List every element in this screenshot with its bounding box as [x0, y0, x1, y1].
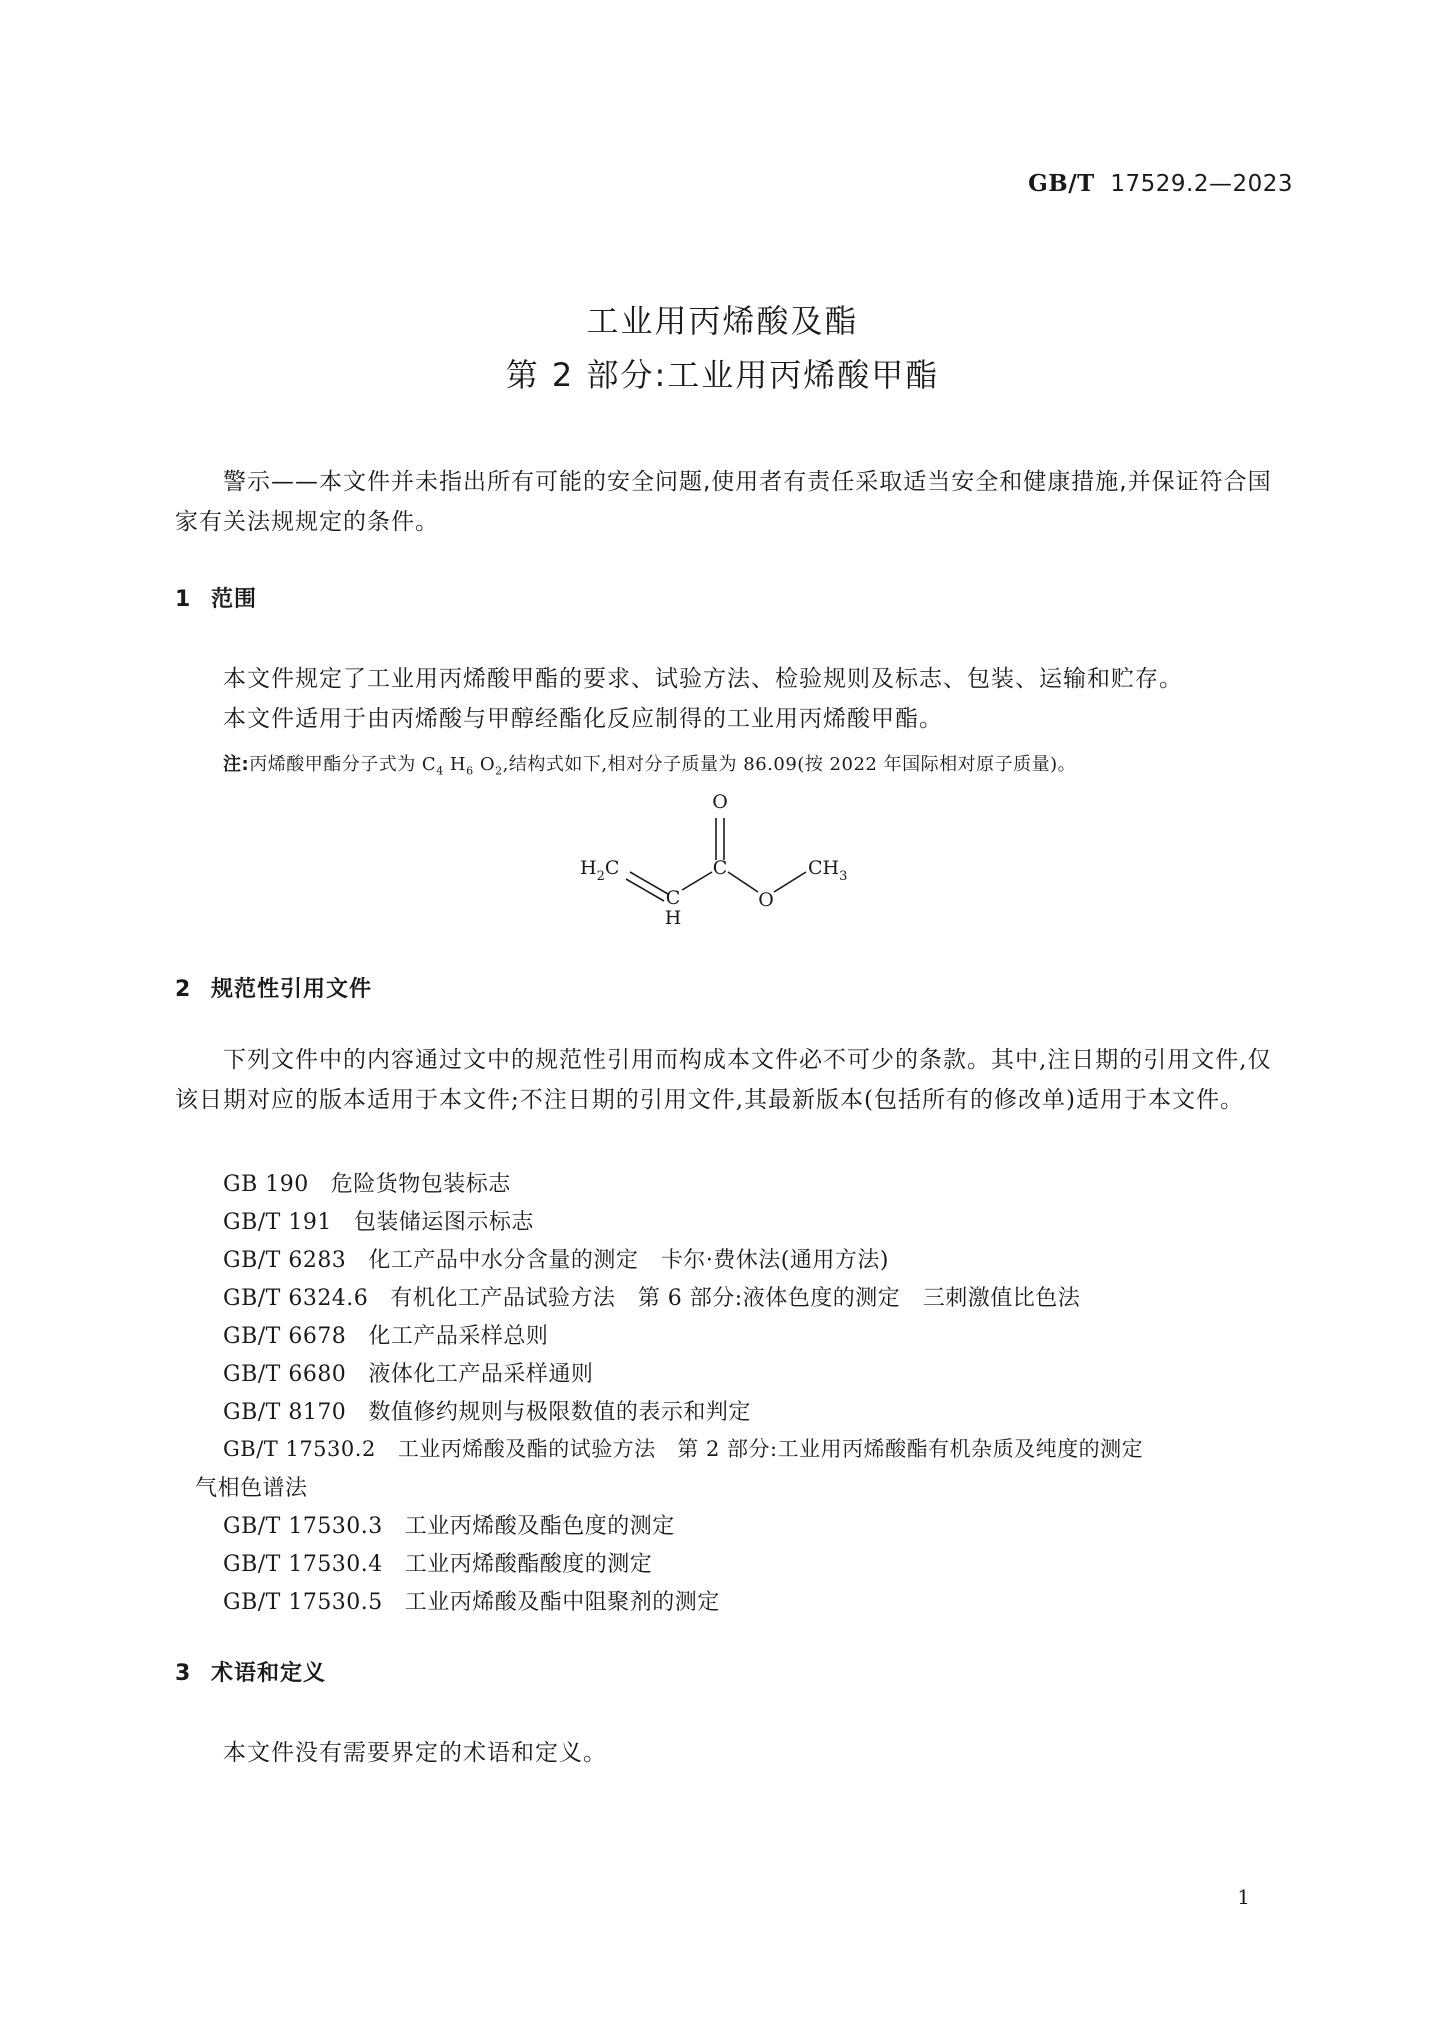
standard-code: GB/T 17529.2—2023: [1028, 170, 1293, 197]
note: 注:丙烯酸甲酯分子式为 $C_4$ $H_6$ $O_2$,结构式如下,相对分子质量为 86.09(按 2022 年国际相对原子质量)。: [223, 754, 1077, 778]
document-title: 工业用丙烯酸及酯: [586, 302, 859, 340]
structural-formula: [560, 780, 890, 940]
reference-item: GB/T 6678 化工产品采样总则: [223, 1324, 549, 1349]
reference-item: GB/T 6283 化工产品中水分含量的测定 卡尔·费休法(通用方法): [223, 1248, 889, 1273]
reference-item: GB/T 8170 数值修约规则与极限数值的表示和判定: [223, 1400, 751, 1425]
carbonyl-carbon-label: C: [712, 857, 728, 879]
reference-item: GB/T 17530.4 工业丙烯酸酯酸度的测定: [223, 1552, 653, 1577]
paragraph: 本文件规定了工业用丙烯酸甲酯的要求、试验方法、检验规则及标志、包装、运输和贮存。: [223, 666, 1183, 692]
ch-hydrogen-label: H: [664, 907, 682, 929]
paragraph: 下列文件中的内容通过文中的规范性引用而构成本文件必不可少的条款。其中,注日期的引用文件,仅该日期对应的版本适用于本文件;不注日期的引用文件,其最新版本(包括所有的修改单)适用于本文件。: [175, 1047, 1272, 1113]
safety-warning: 警示——本文件并未指出所有可能的安全问题,使用者有责任采取适当安全和健康措施,并保证符合国家有关法规规定的条件。: [175, 469, 1272, 535]
page-number: 1: [1237, 1885, 1250, 1909]
paragraph: 本文件没有需要界定的术语和定义。: [223, 1740, 607, 1766]
section-heading: 3 术语和定义: [175, 1661, 327, 1686]
section-heading: 1 范围: [175, 587, 258, 612]
reference-item: GB/T 17530.2 工业丙烯酸及酯的试验方法 第 2 部分:工业用丙烯酸酯有机杂质及纯度的测定: [223, 1437, 1144, 1461]
methyl-label: $CH_3$: [808, 857, 848, 884]
reference-continuation: 气相色谱法: [195, 1476, 308, 1501]
reference-item: GB/T 6680 液体化工产品采样通则: [223, 1362, 594, 1387]
section-heading: 2 规范性引用文件: [175, 977, 373, 1002]
reference-item: GB/T 6324.6 有机化工产品试验方法 第 6 部分:液体色度的测定 三刺激值比色法: [223, 1286, 1081, 1311]
reference-item: GB/T 17530.5 工业丙烯酸及酯中阻聚剂的测定: [223, 1590, 720, 1615]
reference-item: GB 190 危险货物包装标志: [223, 1172, 511, 1197]
h2c-label: $H_2C$: [580, 857, 620, 884]
document-subtitle: 第 2 部分:工业用丙烯酸甲酯: [505, 356, 940, 394]
ester-oxygen-label: O: [758, 889, 774, 911]
reference-item: GB/T 17530.3 工业丙烯酸及酯色度的测定: [223, 1514, 675, 1539]
ch-carbon-label: C: [665, 887, 681, 909]
paragraph: 本文件适用于由丙烯酸与甲醇经酯化反应制得的工业用丙烯酸甲酯。: [223, 706, 943, 732]
reference-item: GB/T 191 包装储运图示标志: [223, 1210, 534, 1235]
carbonyl-oxygen-label: O: [712, 791, 728, 813]
